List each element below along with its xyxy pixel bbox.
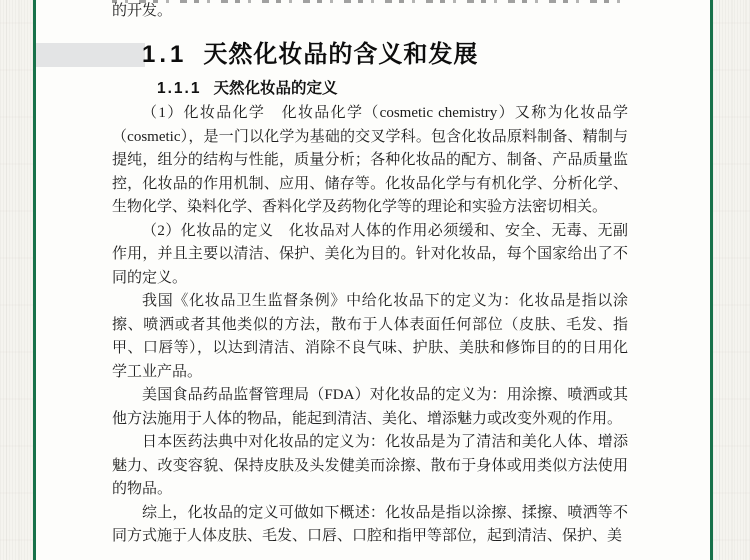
section-number: 1.1 <box>142 41 188 68</box>
body-text-column <box>112 102 628 549</box>
subsection-number: 1.1.1 <box>157 80 202 97</box>
book-right-margin-texture <box>713 0 750 560</box>
paragraph-japan-definition: 日本医药法典中对化妆品的定义为：化妆品是为了清洁和美化人体、增添魅力、改变容貌、保持皮肤及头发健美而涂擦、散布于身体或用类似方法使用的物品。 <box>112 434 628 497</box>
subsection-title: 天然化妆品的定义 <box>213 80 338 97</box>
previous-paragraph-tail: 的开发。 <box>112 3 173 19</box>
paragraph-cosmetic-definition: （2）化妆品的定义 化妆品对人体的作用必须缓和、安全、无毒、无副作用，并且主要以清洁、保护、美化为目的。针对化妆品，每个国家给出了不同的定义。 <box>112 222 628 286</box>
paragraph-summary-definition: 综上，化妆品的定义可做如下概述：化妆品是指以涂擦、揉擦、喷洒等不同方式施于人体皮肤、毛发、口唇、口腔和指甲等部位，起到清洁、保护、美 <box>112 504 628 544</box>
subsection-heading <box>157 79 338 99</box>
section-heading <box>142 40 478 69</box>
section-heading-decoration-box <box>36 43 145 67</box>
paragraph-china-definition: 我国《化妆品卫生监督条例》中给化妆品下的定义为：化妆品是指以涂擦、喷洒或者其他类似的方法，散布于人体表面任何部位（皮肤、毛发、指甲、口唇等），以达到清洁、消除不良气味、护肤、美肤和修饰目的的日用化学工业产品。 <box>112 293 628 380</box>
book-left-margin-texture <box>0 0 33 560</box>
paragraph-cosmetic-chemistry: （1）化妆品化学 化妆品化学（cosmetic chemistry）又称为化妆品学（cosmetic），是一门以化学为基础的交叉学科。包含化妆品原料制备、精制与提纯，组分的结构与性能，质量分析；各种化妆品的配方、制备、产品质量监控，化妆品的作用机制、应用、储存等。化妆品化学与有机化学、分析化学、生物化学、染料化学、香料化学及药物化学等的理论和实验方法密切相关。 <box>112 105 628 215</box>
section-title: 天然化妆品的含义和发展 <box>203 41 479 68</box>
page-body <box>36 0 710 560</box>
paragraph-fda-definition: 美国食品药品监督管理局（FDA）对化妆品的定义为：用涂擦、喷洒或其他方法施用于人体的物品，能起到清洁、美化、增添魅力或改变外观的作用。 <box>112 387 628 427</box>
